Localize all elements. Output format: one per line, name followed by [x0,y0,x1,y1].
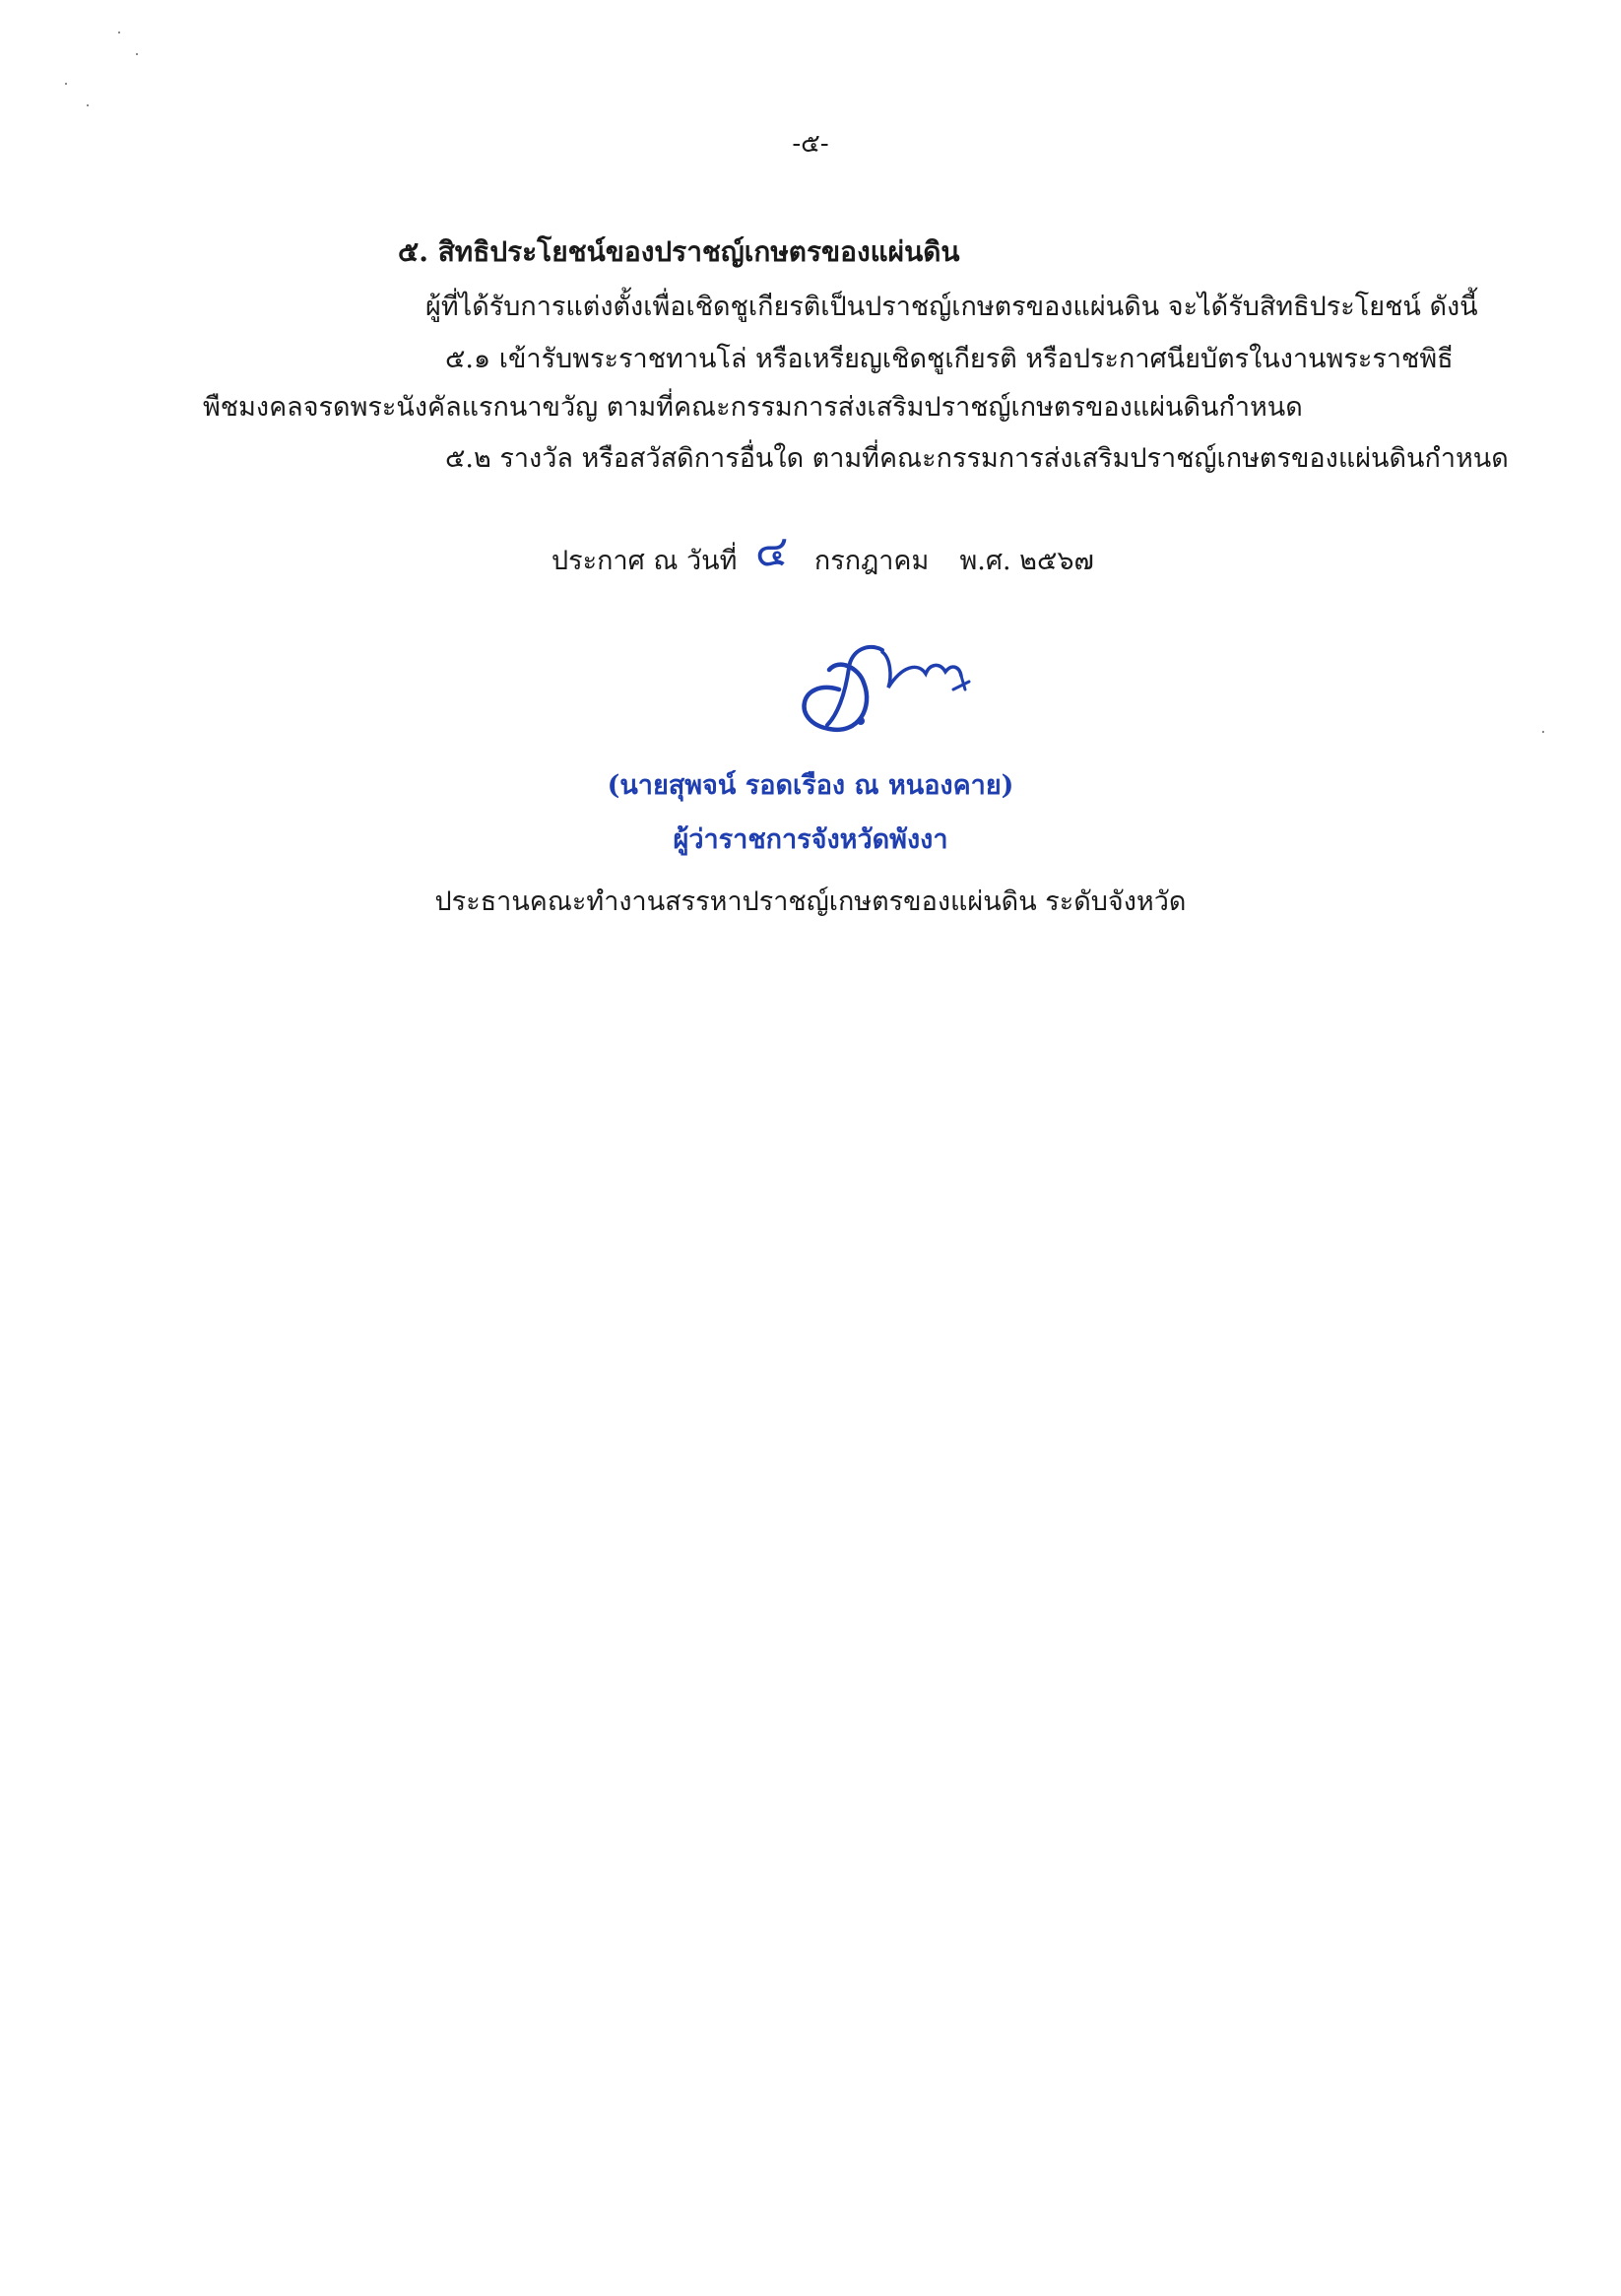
scan-speck [118,32,120,33]
item-1-line-1: ๕.๑ เข้ารับพระราชทานโล่ หรือเหรียญเชิดชูเกียรติ หรือประกาศนียบัตรในงานพระราชพิธี [445,344,1454,374]
item-1-line-2: พืชมงคลจรดพระนังคัลแรกนาขวัญ ตามที่คณะกรรมการส่งเสริมปราชญ์เกษตรของแผ่นดินกำหนด [203,392,1303,423]
item-2: ๕.๒ รางวัล หรือสวัสดิการอื่นใด ตามที่คณะกรรมการส่งเสริมปราชญ์เกษตรของแผ่นดินกำหนด [445,443,1509,474]
signer-role: ประธานคณะทำงานสรรหาปราชญ์เกษตรของแผ่นดิน ระดับจังหวัด [434,886,1187,917]
announcement-date-line [551,526,1094,581]
scan-speck [1542,731,1544,733]
announcement-day-handwritten: ๔ [755,526,789,576]
announcement-year: พ.ศ. ๒๕๖๗ [959,546,1094,576]
scan-speck [87,104,89,106]
announcement-prefix: ประกาศ ณ วันที่ [551,546,738,576]
scan-speck [136,53,138,55]
announcement-month: กรกฎาคม [813,546,930,576]
intro-paragraph: ผู้ที่ได้รับการแต่งตั้งเพื่อเชิดชูเกียรติเป็นปราชญ์เกษตรของแผ่นดิน จะได้รับสิทธิประโยชน์ ดังนี้ [425,292,1478,322]
handwritten-signature-icon [780,628,997,737]
signer-title: ผู้ว่าราชการจังหวัดพังงา [673,824,948,855]
scan-speck [65,83,67,85]
signer-name: (นายสุพจน์ รอดเรือง ณ หนองคาย) [607,770,1014,801]
section-heading: ๕. สิทธิประโยชน์ของปราชญ์เกษตรของแผ่นดิน [398,235,960,268]
page-number: -๕- [792,129,829,159]
